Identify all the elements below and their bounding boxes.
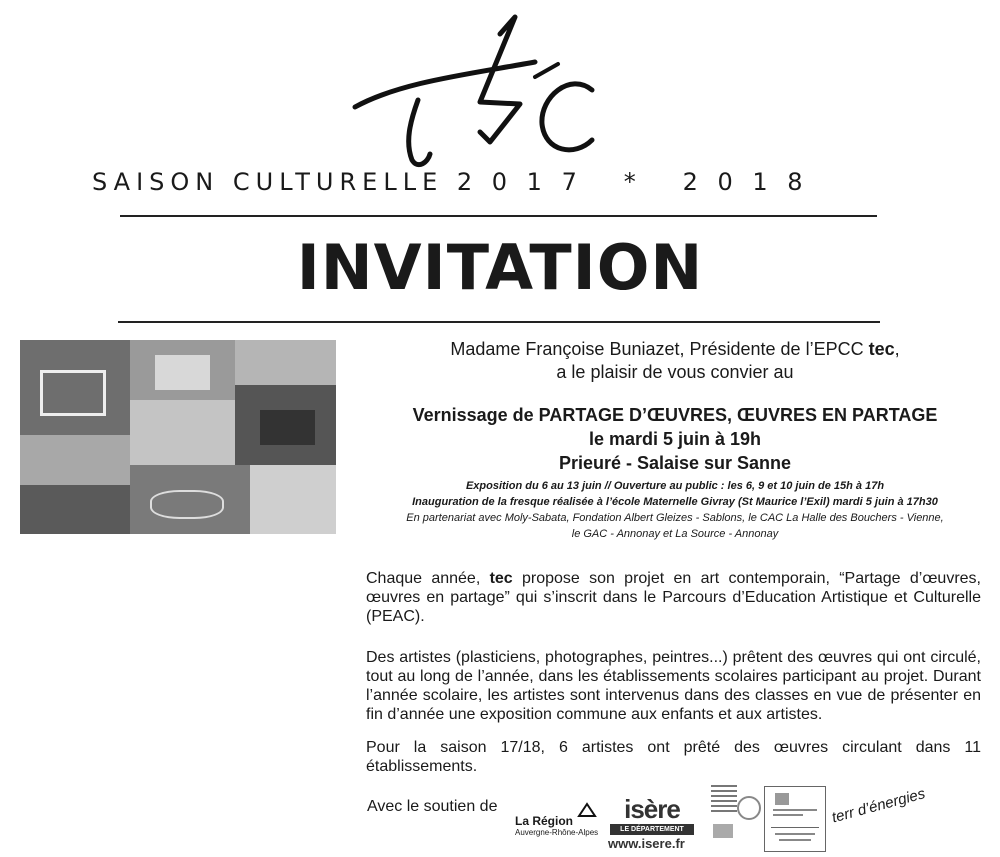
isere-url: www.isere.fr <box>608 836 685 851</box>
details-exhibition: Exposition du 6 au 13 juin // Ouverture au public : les 6, 9 et 10 juin de 15h à 17h <box>465 480 885 492</box>
invitation-heading: INVITATION <box>296 231 704 304</box>
event-block <box>350 403 1000 475</box>
ministry-culture-logo <box>764 786 826 852</box>
details-partners: En partenariat avec Moly-Sabata, Fondation Albert Gleizes - Sablons, le CAC La Halle des Bouchers - Vienne, <box>406 512 944 524</box>
tec-logo <box>330 12 630 177</box>
terr-name: terr d’énergies <box>830 785 928 827</box>
paragraph-1 <box>366 569 981 626</box>
region-logo <box>515 802 615 842</box>
event-location: Prieuré - Salaise sur Sanne <box>558 453 792 473</box>
p1-bold: tec <box>489 570 513 587</box>
isere-logo <box>608 794 698 854</box>
divider-bottom <box>118 321 880 323</box>
region-sub: Auvergne-Rhône-Alpes <box>515 828 599 837</box>
host-line1-pre: Madame Françoise Buniazet, Présidente de l’EPCC <box>450 339 869 359</box>
sponsor-logos <box>500 780 980 854</box>
paragraph-3: Pour la saison 17/18, 6 artistes ont prêté des œuvres circulant dans 11 établissements. <box>366 739 981 775</box>
details-partners-2: le GAC - Annonay et La Source - Annonay <box>571 528 779 540</box>
host-line2: a le plaisir de vous convier au <box>556 362 794 382</box>
divider-top <box>120 215 877 217</box>
terres-energies-logo <box>830 785 930 850</box>
p1-post: propose son projet en art contemporain, “Partage d’œuvres, œuvres en partage” qui s’inscrit dans le Parcours d’Education Artistique et Culturelle (PEAC). <box>366 570 981 625</box>
event-date: le mardi 5 juin à 19h <box>588 429 762 449</box>
support-label: Avec le soutien de <box>367 798 498 815</box>
isere-name: isère <box>624 794 680 824</box>
event-details <box>350 478 1000 542</box>
season-title: SAISON CULTURELLE 2 0 1 7 * 2 0 1 8 <box>92 168 809 196</box>
event-title: Vernissage de PARTAGE D’ŒUVRES, ŒUVRES EN PARTAGE <box>412 405 938 425</box>
ministry-education-logo <box>705 780 765 846</box>
isere-bar: LE DÉPARTEMENT <box>610 824 694 835</box>
host-text <box>350 338 1000 384</box>
p1-pre: Chaque année, <box>366 570 490 587</box>
host-line1-post: , <box>894 339 900 359</box>
host-line1-bold: tec <box>868 339 895 359</box>
details-inauguration: Inauguration de la fresque réalisée à l’école Maternelle Givray (St Maurice l’Exil) mardi 5 juin à 17h30 <box>412 496 938 508</box>
artwork-collage-image <box>20 340 336 534</box>
paragraph-2: Des artistes (plasticiens, photographes, peintres...) prêtent des œuvres qui ont circulé, tout au long de l’année, dans les établissements scolaires participant au projet. Durant l’année scolaire, les artistes sont intervenus dans des classes en vue de présenter en fin d’année une exposition commune aux enfants et aux artistes. <box>366 649 981 723</box>
region-mark-icon <box>577 802 597 818</box>
region-name: La Région <box>515 814 574 828</box>
